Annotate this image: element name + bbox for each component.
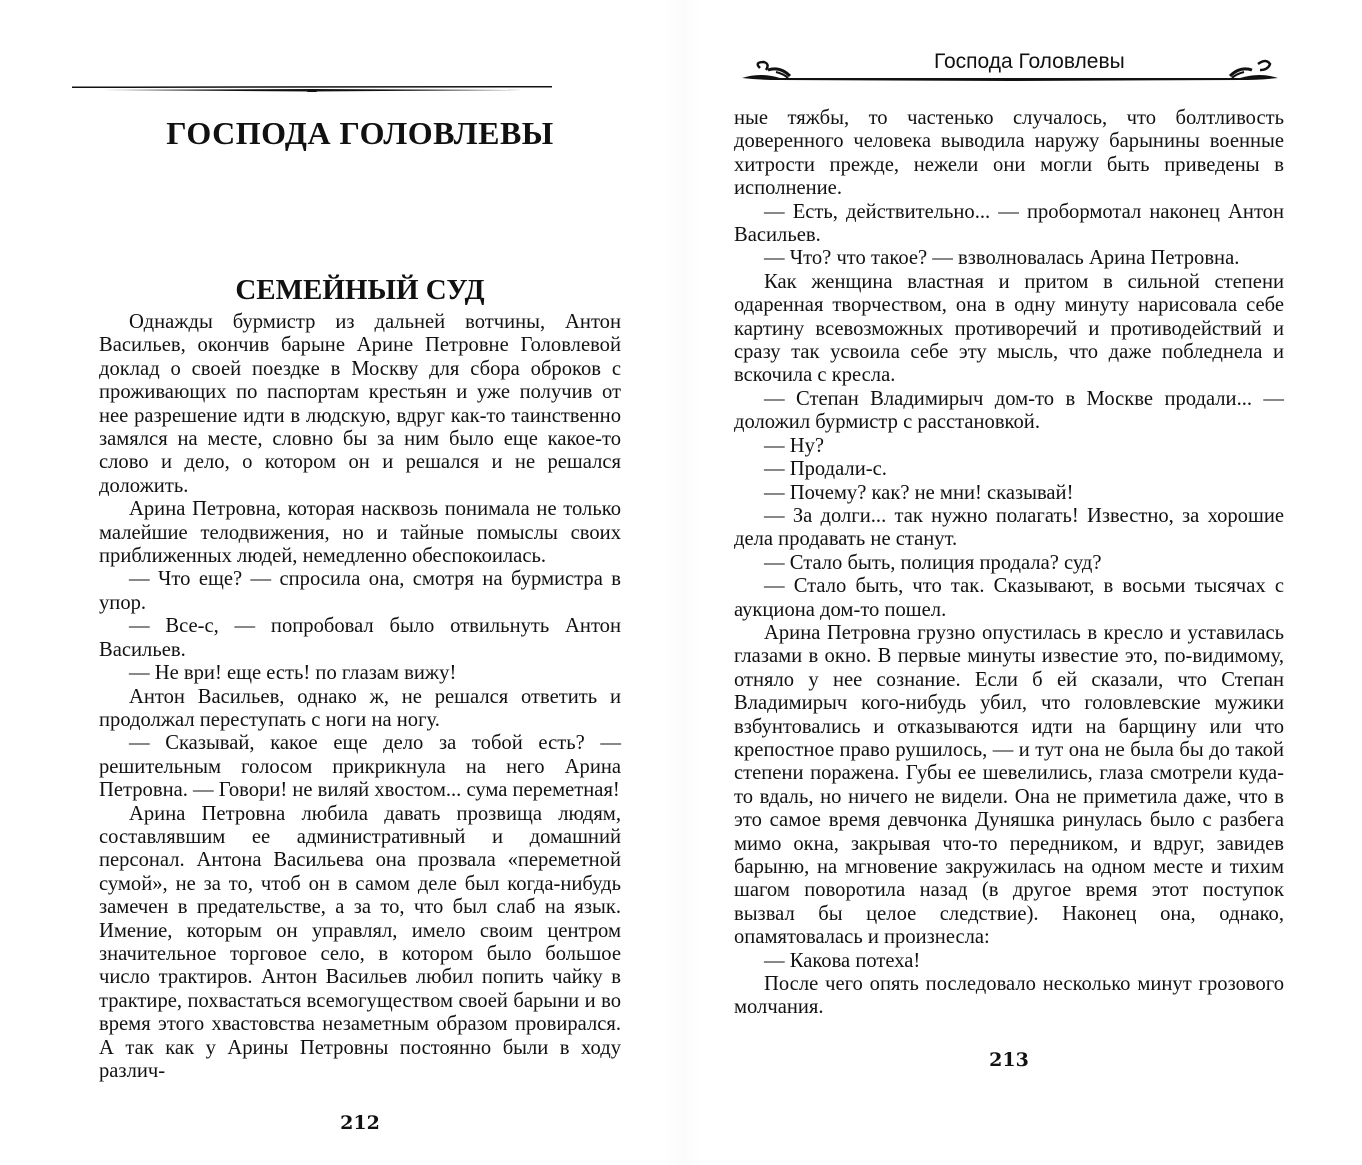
header-spacer [734, 92, 1284, 107]
dialogue-line: — За долги... так нужно полагать! Известно, за хорошие дела продавать не станут. [734, 504, 1284, 551]
book-gutter [663, 0, 703, 1165]
left-page-body [99, 311, 621, 1083]
paragraph: ные тяжбы, то частенько случалось, что болтливость доверенного человека выводила наружу барынины военные хитрости прежде, нежели они могли быть приведены в исполнение. [734, 107, 1284, 200]
dialogue-line: — Степан Владимирыч дом-то в Москве продали... — доложил бурмистр с расстановкой. [734, 387, 1284, 434]
running-header: Господа Головлевы [930, 50, 1129, 74]
dialogue-line: — Какова потеха! [764, 949, 921, 972]
ornamental-rule-icon [72, 84, 552, 98]
dialogue-line: — Ну? [764, 434, 825, 457]
right-page [681, 0, 1362, 1165]
dialogue-line: — Не ври! еще есть! по глазам вижу! [129, 662, 457, 685]
chapter-title: СЕМЕЙНЫЙ СУД [235, 274, 485, 306]
dialogue-line: — Стало быть, полиция продала? суд? [764, 551, 1102, 574]
paragraph: Арина Петровна любила давать прозвища людям, составлявшим ее административный и домашний персонал. Антона Васильева она прозвала «переметной сумой», не за то, чтоб он в самом деле был когда-нибудь замечен в предательстве, а за то, что был слаб на язык. Имение, которым он управлял, имело своим центром значительное торговое село, в котором было большое число трактиров. Антон Васильев любил попить чайку в трактире, похвастаться всемогуществом своей барыни и во время этого хвастовства незаметным образом провирался. А так как у Арины Петровны постоянно были в ходу различ- [99, 802, 621, 1082]
dialogue-line: — Почему? как? не мни! сказывай! [764, 481, 1074, 504]
dialogue-line: — Все-с, — попробовал было отвильнуть Антон Васильев. [99, 615, 621, 661]
dialogue-line: — Есть, действительно... — пробормотал наконец Антон Васильев. [734, 200, 1284, 247]
page-number: 213 [989, 1048, 1029, 1071]
paragraph: Однажды бурмистр из дальней вотчины, Антон Васильев, окончив барыне Арине Петровне Головлевой доклад о своей поездке в Москву для сбора оброков с проживающих по паспортам крестьян и уже получив от нее разрешение идти в людскую, вдруг как-то таинственно замялся на месте, словно бы за ним было еще какое-то слово и дело, о котором он и решался и не решался доложить. [99, 311, 621, 497]
paragraph: После чего опять последовало несколько минут грозового молчания. [734, 973, 1284, 1019]
dialogue-line: — Сказывай, какое еще дело за тобой есть? — решительным голосом прикрикнула на него Арина Петровна. — Говори! не виляй хвостом... сума переметная! [99, 732, 621, 802]
running-header-area [740, 50, 1284, 92]
page-number: 212 [340, 1112, 380, 1135]
dialogue-line: — Что? что такое? — взволновалась Арина Петровна. [764, 247, 1240, 270]
dialogue-line: — Что еще? — спросила она, смотря на бурмистра в упор. [99, 568, 621, 614]
paragraph: Как женщина властная и притом в сильной степени одаренная творчеством, она в одну минуту нарисовала себе картину всевозможных противоречий и противодействий и сразу так усвоила себе эту мысль, что даже побледнела и вскочила с кресла. [734, 270, 1284, 387]
paragraph: Антон Васильев, однако ж, не решался ответить и продолжал переступать с ноги на ногу. [99, 685, 621, 731]
right-page-body [734, 107, 1284, 1020]
dialogue-line: — Продали-с. [764, 458, 887, 481]
paragraph: Арина Петровна, которая насквозь понимала не только малейшие телодвижения, но и тайные помыслы своих приближенных людей, немедленно обеспокоилась. [99, 498, 621, 568]
paragraph: Арина Петровна грузно опустилась в кресло и уставилась глазами в окно. В первые минуты известие это, по-видимому, отняло у нее сознание. Если б ей сказали, что Степан Владимирыч кого-нибудь убил, что головлевские мужики взбунтовались и отказываются идти на барщину или что крепостное право рушилось, — и тут она не была бы до такой степени поражена. Губы ее шевелились, глаза смотрели куда-то вдаль, но ничего не видели. Она не приметила даже, что в это самое время девчонка Дуняшка ринулась было с разбега мимо окна, закрывая что-то передником, и вдруг, завидев барыню, на мгновение закружилась на одном месте и тихим шагом поворотила назад (в другое время этот поступок вызвал бы целое следствие). Наконец она, однако, опамятовалась и произнесла: [734, 621, 1284, 949]
dialogue-line: — Стало быть, что так. Сказывают, в восьми тысячах с аукциона дом-то пошел. [734, 575, 1284, 621]
book-title: ГОСПОДА ГОЛОВЛЕВЫ [166, 115, 554, 151]
